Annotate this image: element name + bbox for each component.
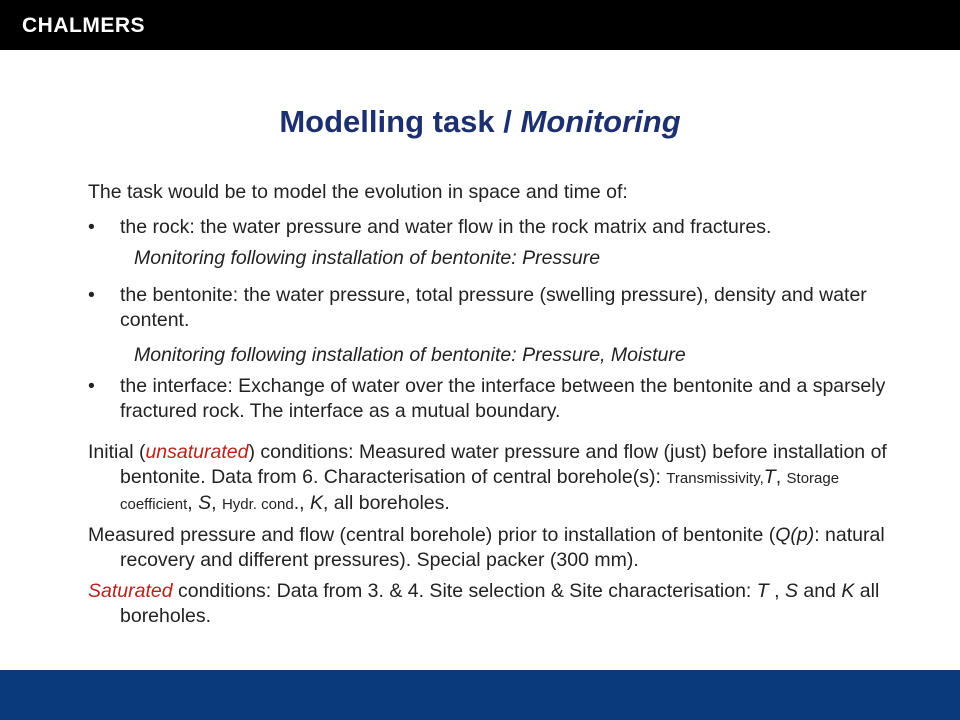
symbol-K: K	[309, 492, 323, 514]
bullet-interface	[88, 374, 888, 424]
saturated-term: Saturated	[88, 580, 173, 602]
intro-text: The task would be to model the evolution in space and time of:	[88, 181, 628, 203]
text-run: : natural recovery and different pressures). Special packer (300 mm).	[120, 524, 885, 571]
bullet-icon: •	[88, 375, 95, 397]
bullet-text: the interface: Exchange of water over the interface between the bentonite and a sparsely fractured rock. The interface as a mutual boundary.	[120, 375, 886, 422]
transmissivity-label: Transmissivity,	[666, 470, 764, 487]
unsaturated-term: unsaturated	[145, 441, 249, 463]
text-run: , all boreholes.	[322, 492, 450, 514]
symbol-S: S	[784, 580, 798, 602]
bullet-icon: •	[88, 284, 95, 306]
chalmers-logo: CHALMERS	[22, 14, 145, 37]
measured-pressure	[88, 523, 888, 573]
text-run: .,	[293, 492, 310, 514]
text-run: conditions: Data from 3. & 4. Site selection & Site characterisation:	[172, 580, 757, 602]
q-of-p: Q(p)	[775, 524, 815, 546]
title-main: Modelling task /	[279, 104, 521, 139]
text-run: ,	[775, 466, 787, 488]
text-run: and	[797, 580, 842, 602]
text-run: ,	[211, 492, 222, 514]
symbol-T: T	[763, 466, 776, 488]
storage-coefficient-label: Storage coefficient	[120, 470, 840, 513]
text-run: Measured pressure and flow (central borehole) prior to installation of bentonite (	[88, 524, 776, 546]
header-bar	[0, 0, 960, 50]
hydr-cond-label: Hydr. cond	[221, 496, 294, 513]
saturated-conditions	[88, 579, 888, 629]
bullet-rock	[88, 215, 888, 240]
slide-title	[0, 104, 960, 140]
text-run: all boreholes.	[120, 580, 880, 627]
text-run: Initial (	[88, 441, 146, 463]
symbol-S: S	[198, 492, 212, 514]
bullet-bentonite	[88, 283, 888, 333]
text-run: ) conditions: Measured water pressure and flow (just) before installation of bentonite. Data from 6. Characterisation of central borehole(s):	[120, 441, 887, 488]
text-run: ,	[187, 492, 199, 514]
slide-body	[88, 180, 888, 629]
symbol-K: K	[841, 580, 855, 602]
bullet-text: the rock: the water pressure and water flow in the rock matrix and fractures.	[120, 216, 772, 238]
footer-bar	[0, 670, 960, 720]
text-run: ,	[768, 580, 785, 602]
initial-conditions	[88, 440, 888, 517]
bullet-icon: •	[88, 216, 95, 238]
title-italic: Monitoring	[520, 104, 681, 139]
symbol-T: T	[756, 580, 769, 602]
bullet-text: the bentonite: the water pressure, total pressure (swelling pressure), density and water content.	[120, 284, 867, 331]
monitoring-note-rock: Monitoring following installation of bentonite: Pressure	[134, 247, 601, 269]
monitoring-note-bentonite: Monitoring following installation of bentonite: Pressure, Moisture	[134, 344, 686, 366]
